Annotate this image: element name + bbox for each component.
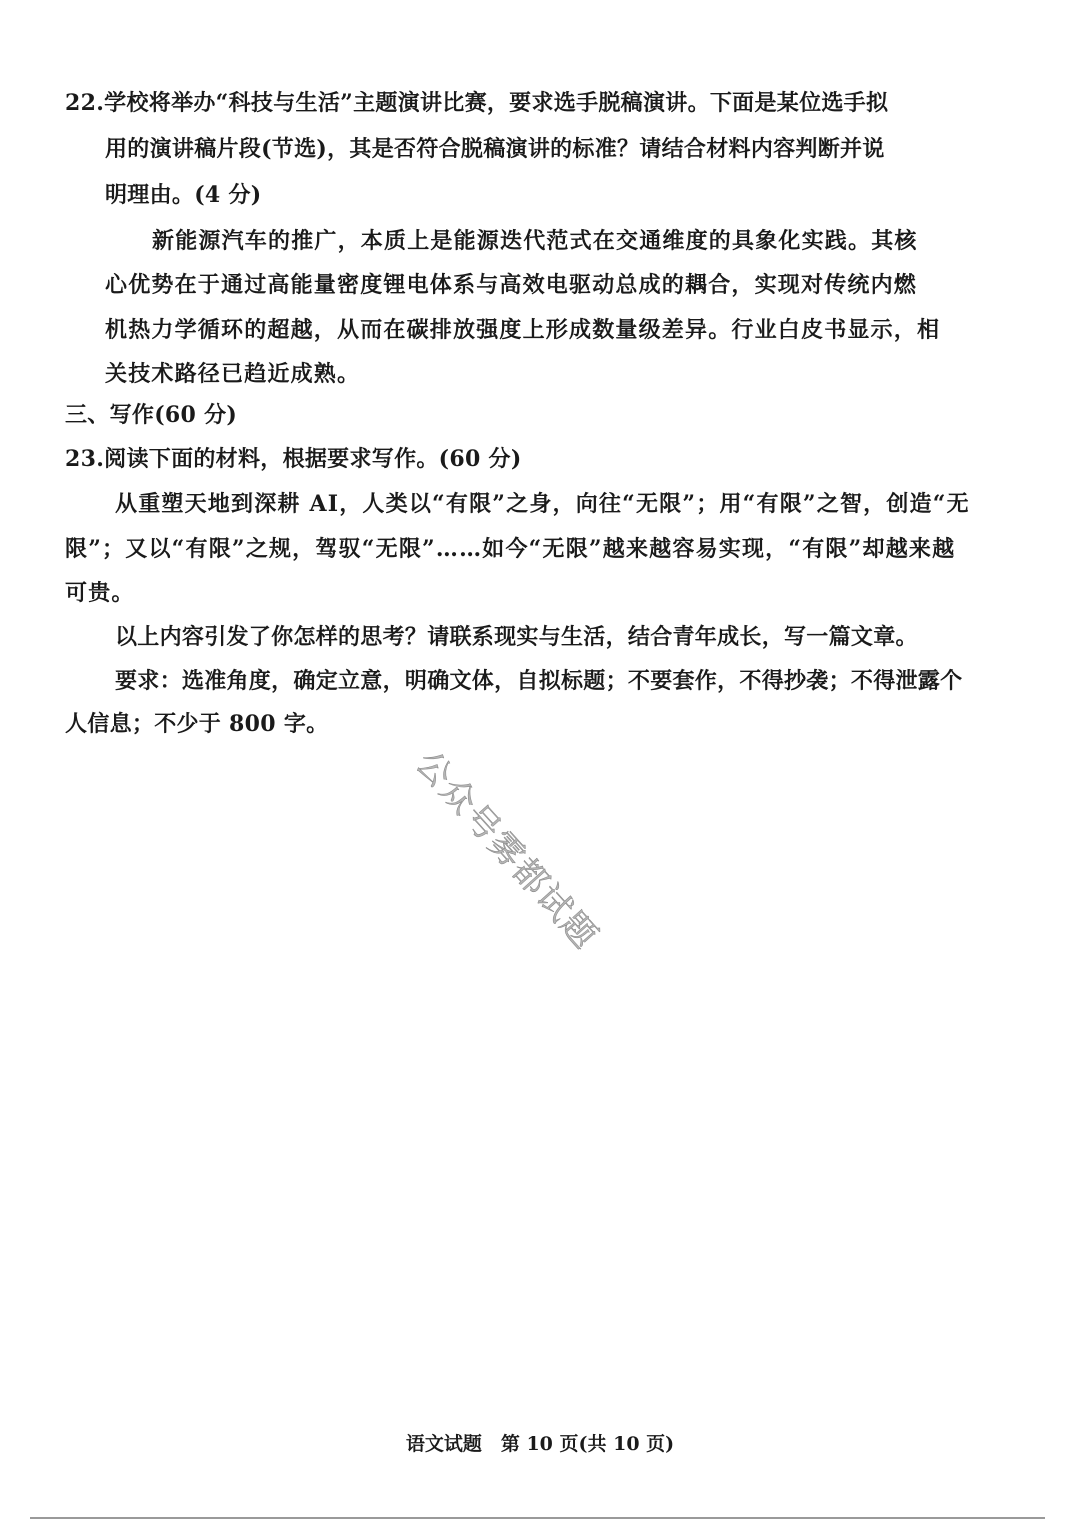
q23-material-line-1: 从重塑天地到深耕 AI，人类以“有限”之身，向往“无限”；用“有限”之智，创造“无 [115, 491, 970, 517]
q22-line-1: 22.学校将举办“科技与生活”主题演讲比赛，要求选手脱稿演讲。下面是某位选手拟 [65, 90, 889, 116]
q22-line-3: 明理由。(4 分) [105, 182, 262, 208]
q23-requirements-line-2: 人信息；不少于 800 字。 [65, 711, 329, 737]
section3-title: 三、写作(60 分) [65, 402, 238, 428]
q22-passage-line-1: 新能源汽车的推广，本质上是能源迭代范式在交通维度的具象化实践。其核 [152, 228, 918, 254]
page-footer: 语文试题 第 10 页(共 10 页) [405, 1433, 675, 1455]
watermark: 公众号雾都试题 [407, 743, 606, 958]
q23-material-line-3: 可贵。 [65, 580, 135, 606]
q22-passage-line-2: 心优势在于通过高能量密度锂电体系与高效电驱动总成的耦合，实现对传统内燃 [105, 272, 918, 298]
footer-divider [30, 1517, 1045, 1519]
q22-passage-line-4: 关技术路径已趋近成熟。 [105, 361, 361, 387]
q23-material-line-2: 限”；又以“有限”之规，驾驭“无限”……如今“无限”越来越容易实现，“有限”却越来越 [65, 536, 956, 562]
q22-line-2: 用的演讲稿片段(节选)，其是否符合脱稿演讲的标准？请结合材料内容判断并说 [105, 136, 885, 162]
q22-passage-line-3: 机热力学循环的超越，从而在碳排放强度上形成数量级差异。行业白皮书显示，相 [105, 317, 941, 343]
q23-requirements-line-1: 要求：选准角度，确定立意，明确文体，自拟标题；不要套作，不得抄袭；不得泄露个 [115, 668, 963, 694]
q23-task: 以上内容引发了你怎样的思考？请联系现实与生活，结合青年成长，写一篇文章。 [115, 624, 918, 650]
q23-prompt: 23.阅读下面的材料，根据要求写作。(60 分) [65, 446, 522, 472]
